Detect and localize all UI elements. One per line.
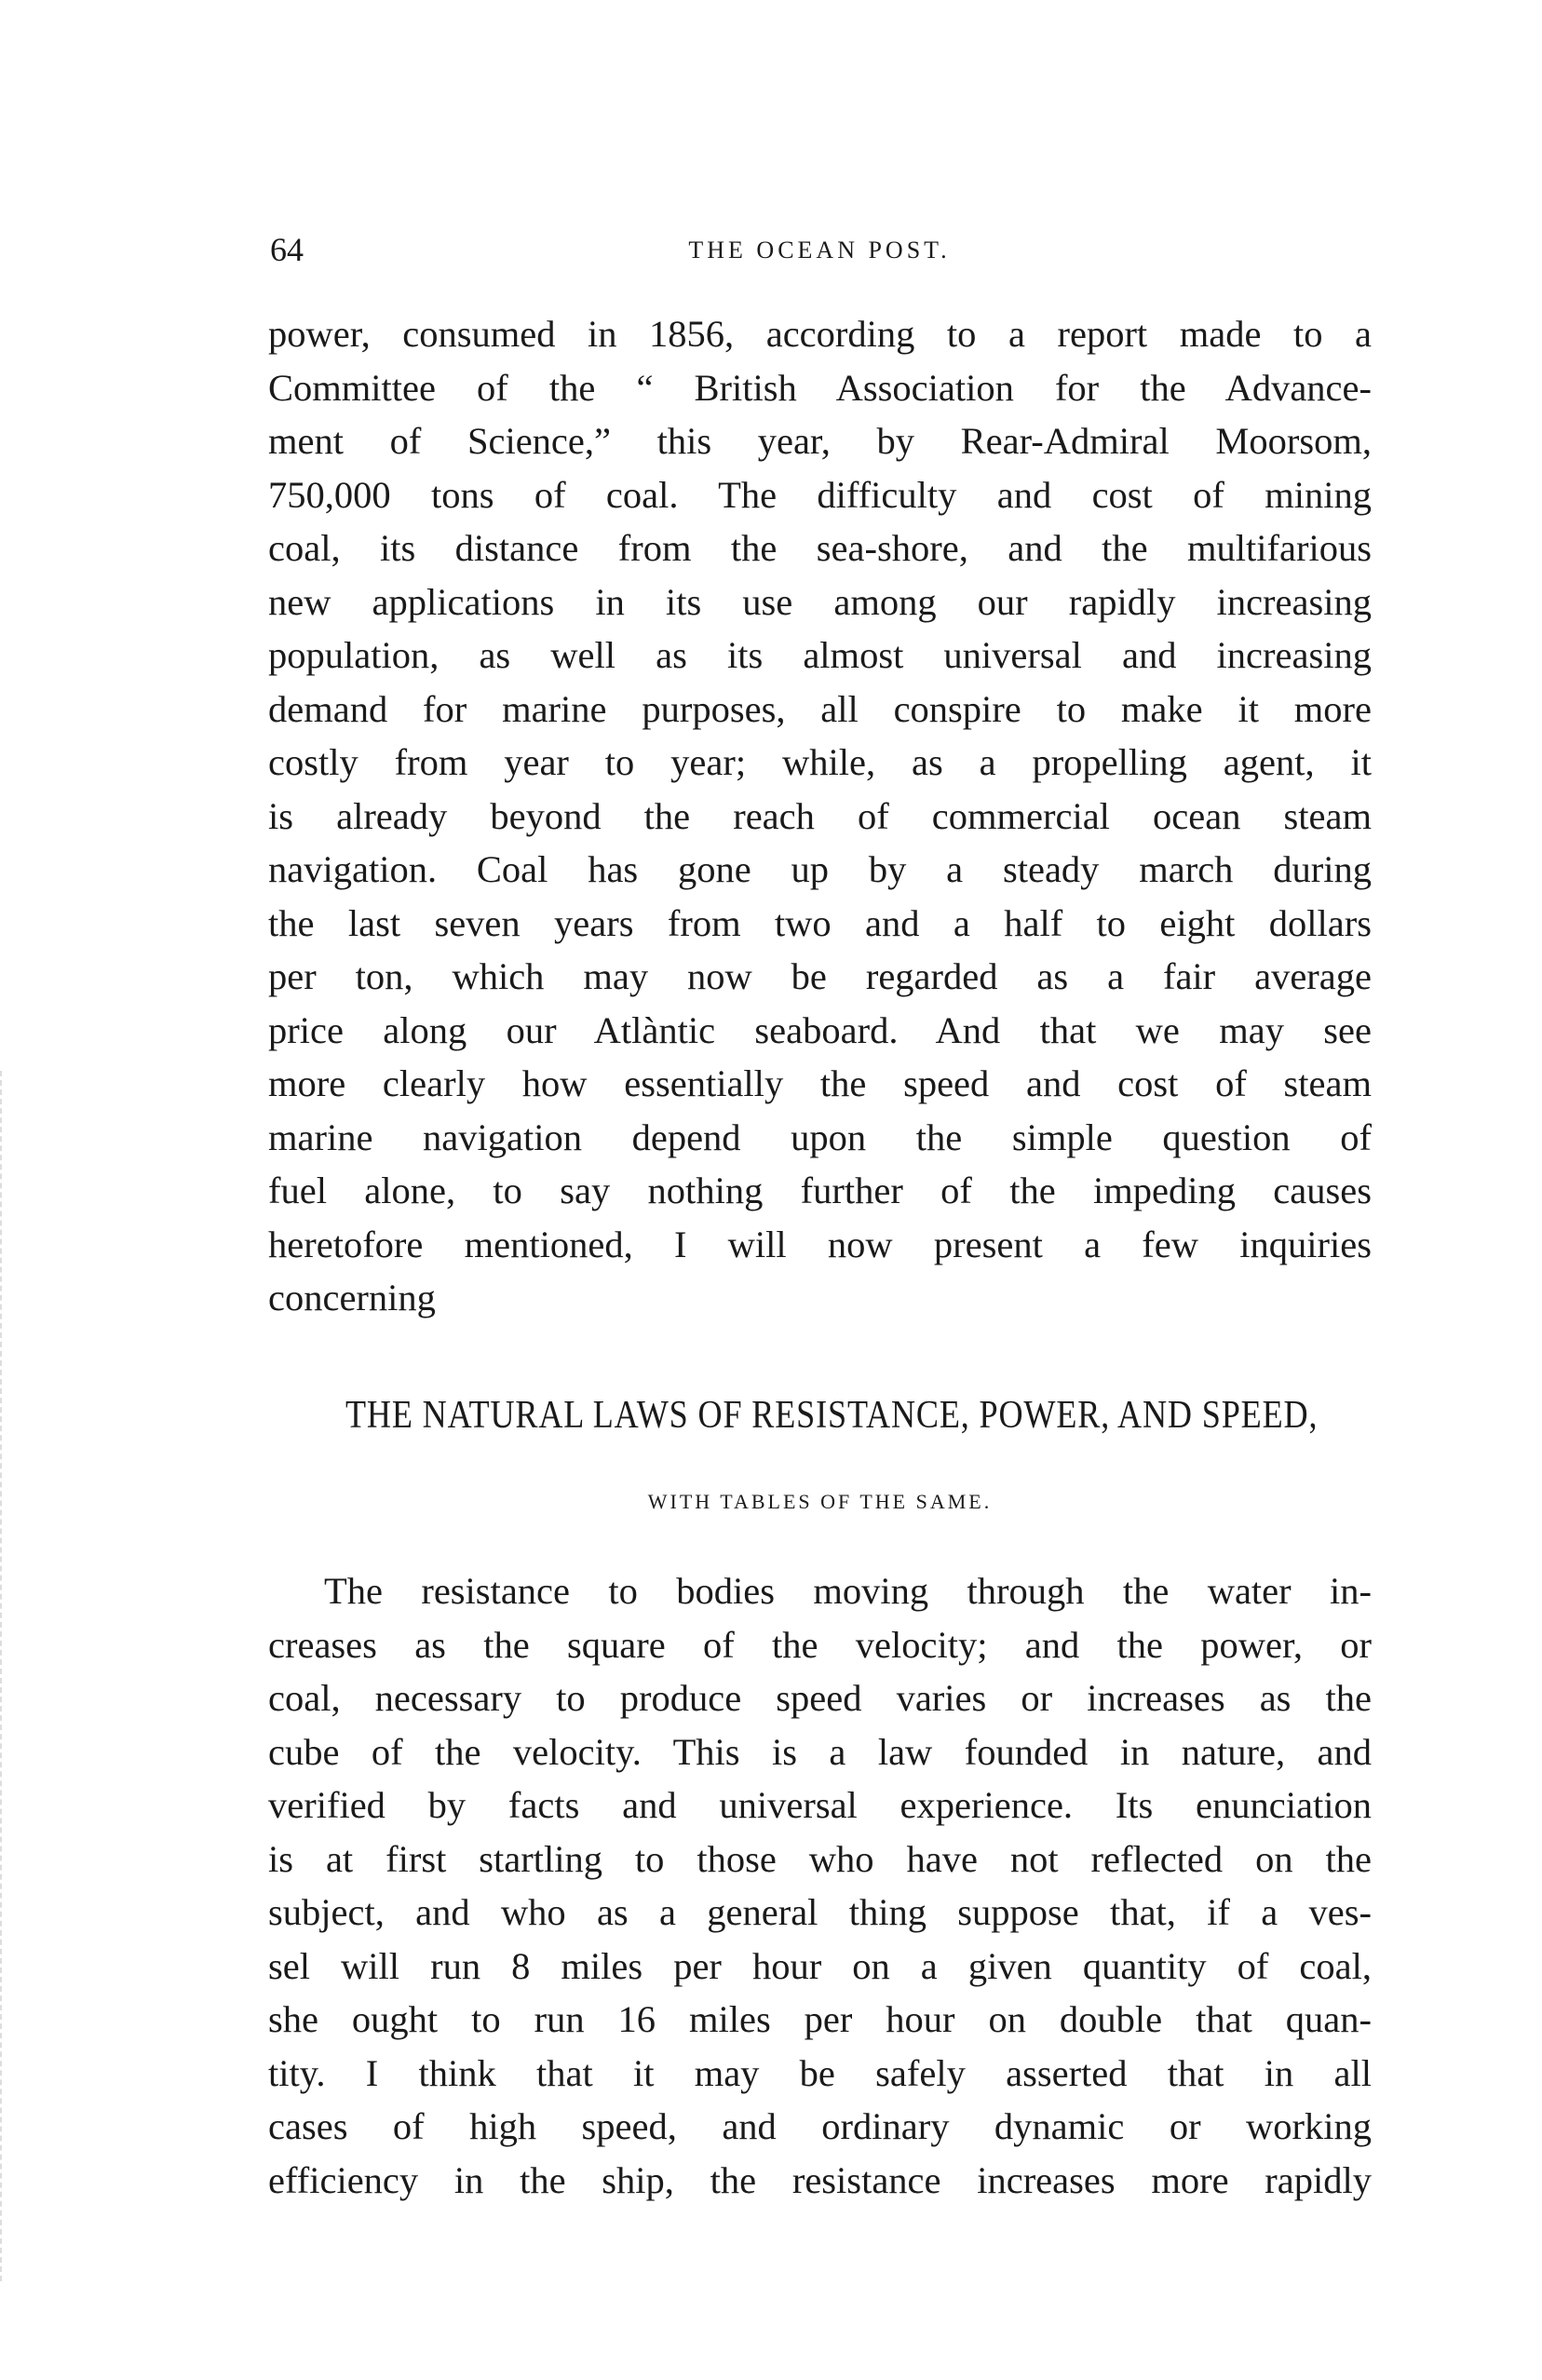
text-line: navigation. Coal has gone up by a steady march during: [268, 848, 1372, 890]
text-line: new applications in its use among our rapidly increasing: [268, 580, 1372, 623]
text-line: coal, necessary to produce speed varies or increases as the: [268, 1677, 1372, 1719]
running-head: [270, 231, 1369, 268]
page-edge-shadow: [0, 1071, 7, 2281]
text-line: she ought to run 16 miles per hour on double that quan-: [268, 1998, 1372, 2040]
text-line: sel will run 8 miles per hour on a given quantity of coal,: [268, 1944, 1372, 1987]
text-line: the last seven years from two and a half to eight dollars: [268, 901, 1372, 944]
paragraph-1: [268, 307, 1372, 1325]
text-line: concerning: [268, 1277, 436, 1318]
text-line: ment of Science,” this year, by Rear-Admiral Moorsom,: [268, 420, 1372, 462]
text-line: subject, and who as a general thing suppose that, if a ves-: [268, 1891, 1372, 1933]
text-line: price along our Atlàntic seaboard. And that we may see: [268, 1008, 1372, 1051]
text-line: tity. I think that it may be safely asserted that in all: [268, 2051, 1372, 2094]
text-line: fuel alone, to say nothing further of the impeding causes: [268, 1170, 1372, 1211]
text-line: heretofore mentioned, I will now present a few inquiries: [268, 1223, 1372, 1265]
text-line: efficiency in the ship, the resistance increases more rapidly: [268, 2158, 1372, 2201]
running-title: THE OCEAN POST.: [688, 237, 951, 264]
page-number: 64: [270, 231, 304, 268]
paragraph-2: [268, 1564, 1372, 2207]
text-line: Committee of the “ British Association for the Advance-: [268, 366, 1372, 409]
text-line: 750,000 tons of coal. The difficulty and cost of mining: [268, 473, 1372, 516]
text-line: marine navigation depend upon the simple question of: [268, 1116, 1372, 1158]
section-heading: THE NATURAL LAWS OF RESISTANCE, POWER, AND SPEED,: [345, 1394, 1319, 1437]
text-line: is already beyond the reach of commercial ocean steam: [268, 794, 1372, 837]
text-line: creases as the square of the velocity; and the power, or: [268, 1623, 1372, 1666]
text-line: costly from year to year; while, as a propelling agent, it: [268, 741, 1372, 783]
text-line: cube of the velocity. This is a law founded in nature, and: [268, 1730, 1372, 1773]
text-line: verified by facts and universal experience. Its enunciation: [268, 1784, 1372, 1826]
text-line: power, consumed in 1856, according to a report made to a: [268, 313, 1372, 355]
text-line: The resistance to bodies moving through the water in-: [324, 1570, 1372, 1612]
text-line: demand for marine purposes, all conspire to make it more: [268, 687, 1372, 730]
text-line: cases of high speed, and ordinary dynamic or working: [268, 2105, 1372, 2147]
text-line: population, as well as its almost universal and increasing: [268, 634, 1372, 676]
text-line: more clearly how essentially the speed and cost of steam: [268, 1062, 1372, 1104]
text-line: per ton, which may now be regarded as a fair average: [268, 955, 1372, 997]
text-line: coal, its distance from the sea-shore, and the multifarious: [268, 527, 1372, 569]
text-line: is at first startling to those who have not reflected on the: [268, 1837, 1372, 1880]
section-subheading: WITH TABLES OF THE SAME.: [647, 1490, 993, 1513]
